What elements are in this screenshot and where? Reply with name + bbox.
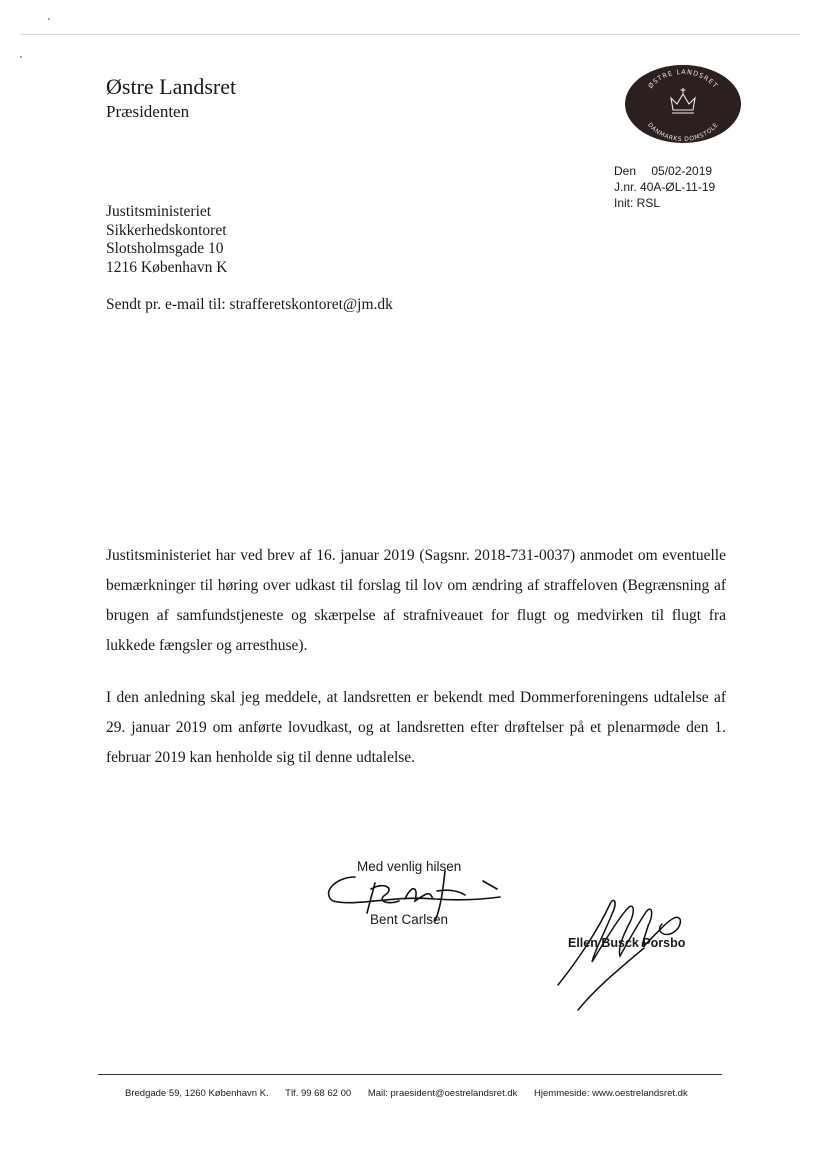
reference-block <box>614 163 715 211</box>
date-label: Den <box>614 164 637 178</box>
scan-edge-line <box>20 34 800 35</box>
department-name: Præsidenten <box>106 102 190 121</box>
svg-text:ØSTRE LANDSRET: ØSTRE LANDSRET <box>646 67 720 91</box>
journal-value: 40A-ØL-11-19 <box>640 180 716 194</box>
signer-name-2: Ellen Busck Porsbo <box>568 936 686 950</box>
footer-phone: Tlf. 99 68 62 00 <box>285 1088 352 1099</box>
body-paragraph: I den anledning skal jeg meddele, at landsretten er bekendt med Dommerforeningens udtalelse af 29. januar 2019 om anførte lovudkast, og at landsretten efter drøftelser på et plenarmøde den 1. februar 2019 kan henholde sig til denne udtalelse. <box>106 689 726 766</box>
date-value: 05/02-2019 <box>651 164 713 178</box>
closing-greeting: Med venlig hilsen <box>357 859 462 874</box>
recipient-line: 1216 København K <box>106 258 228 276</box>
scan-speck <box>48 18 50 20</box>
recipient-line: Sikkerhedskontoret <box>106 221 227 239</box>
journal-row <box>614 179 715 195</box>
letter-body <box>106 541 726 795</box>
svg-text:DANMARKS DOMSTOLE: DANMARKS DOMSTOLE <box>646 121 720 144</box>
footer-mail: Mail: praesident@oestrelandsret.dk <box>367 1088 518 1099</box>
court-name: Østre Landsret <box>106 74 237 99</box>
footer <box>125 1088 702 1099</box>
footer-address: Bredgade 59, 1260 København K. <box>125 1088 269 1099</box>
body-paragraph: Justitsministeriet har ved brev af 16. januar 2019 (Sagsnr. 2018-731-0037) anmodet om eventuelle bemærkninger til høring over udkast til forslag til lov om ændring af straffeloven (Begrænsning af brugen af samfundstjeneste og skærpelse af strafniveauet for flugt og medvirken til flugt fra lukkede fængsler og arresthuse). <box>106 547 726 654</box>
recipient-address <box>106 203 227 277</box>
scan-speck <box>20 56 22 58</box>
recipient-line: Slotsholmsgade 10 <box>106 240 224 257</box>
sent-via-email: Sendt pr. e-mail til: strafferetskontoret@jm.dk <box>106 296 393 313</box>
footer-divider <box>98 1074 722 1075</box>
journal-label: J.nr. <box>614 180 637 194</box>
date-row <box>614 163 715 179</box>
recipient-line: Justitsministeriet <box>106 203 212 220</box>
signature-porsbo-icon <box>548 890 698 1020</box>
footer-website: Hjemmeside: www.oestrelandsret.dk <box>534 1088 688 1099</box>
court-seal-icon <box>624 64 742 144</box>
initials: Init: RSL <box>614 196 661 210</box>
signer-name-1: Bent Carlsen <box>370 912 449 927</box>
